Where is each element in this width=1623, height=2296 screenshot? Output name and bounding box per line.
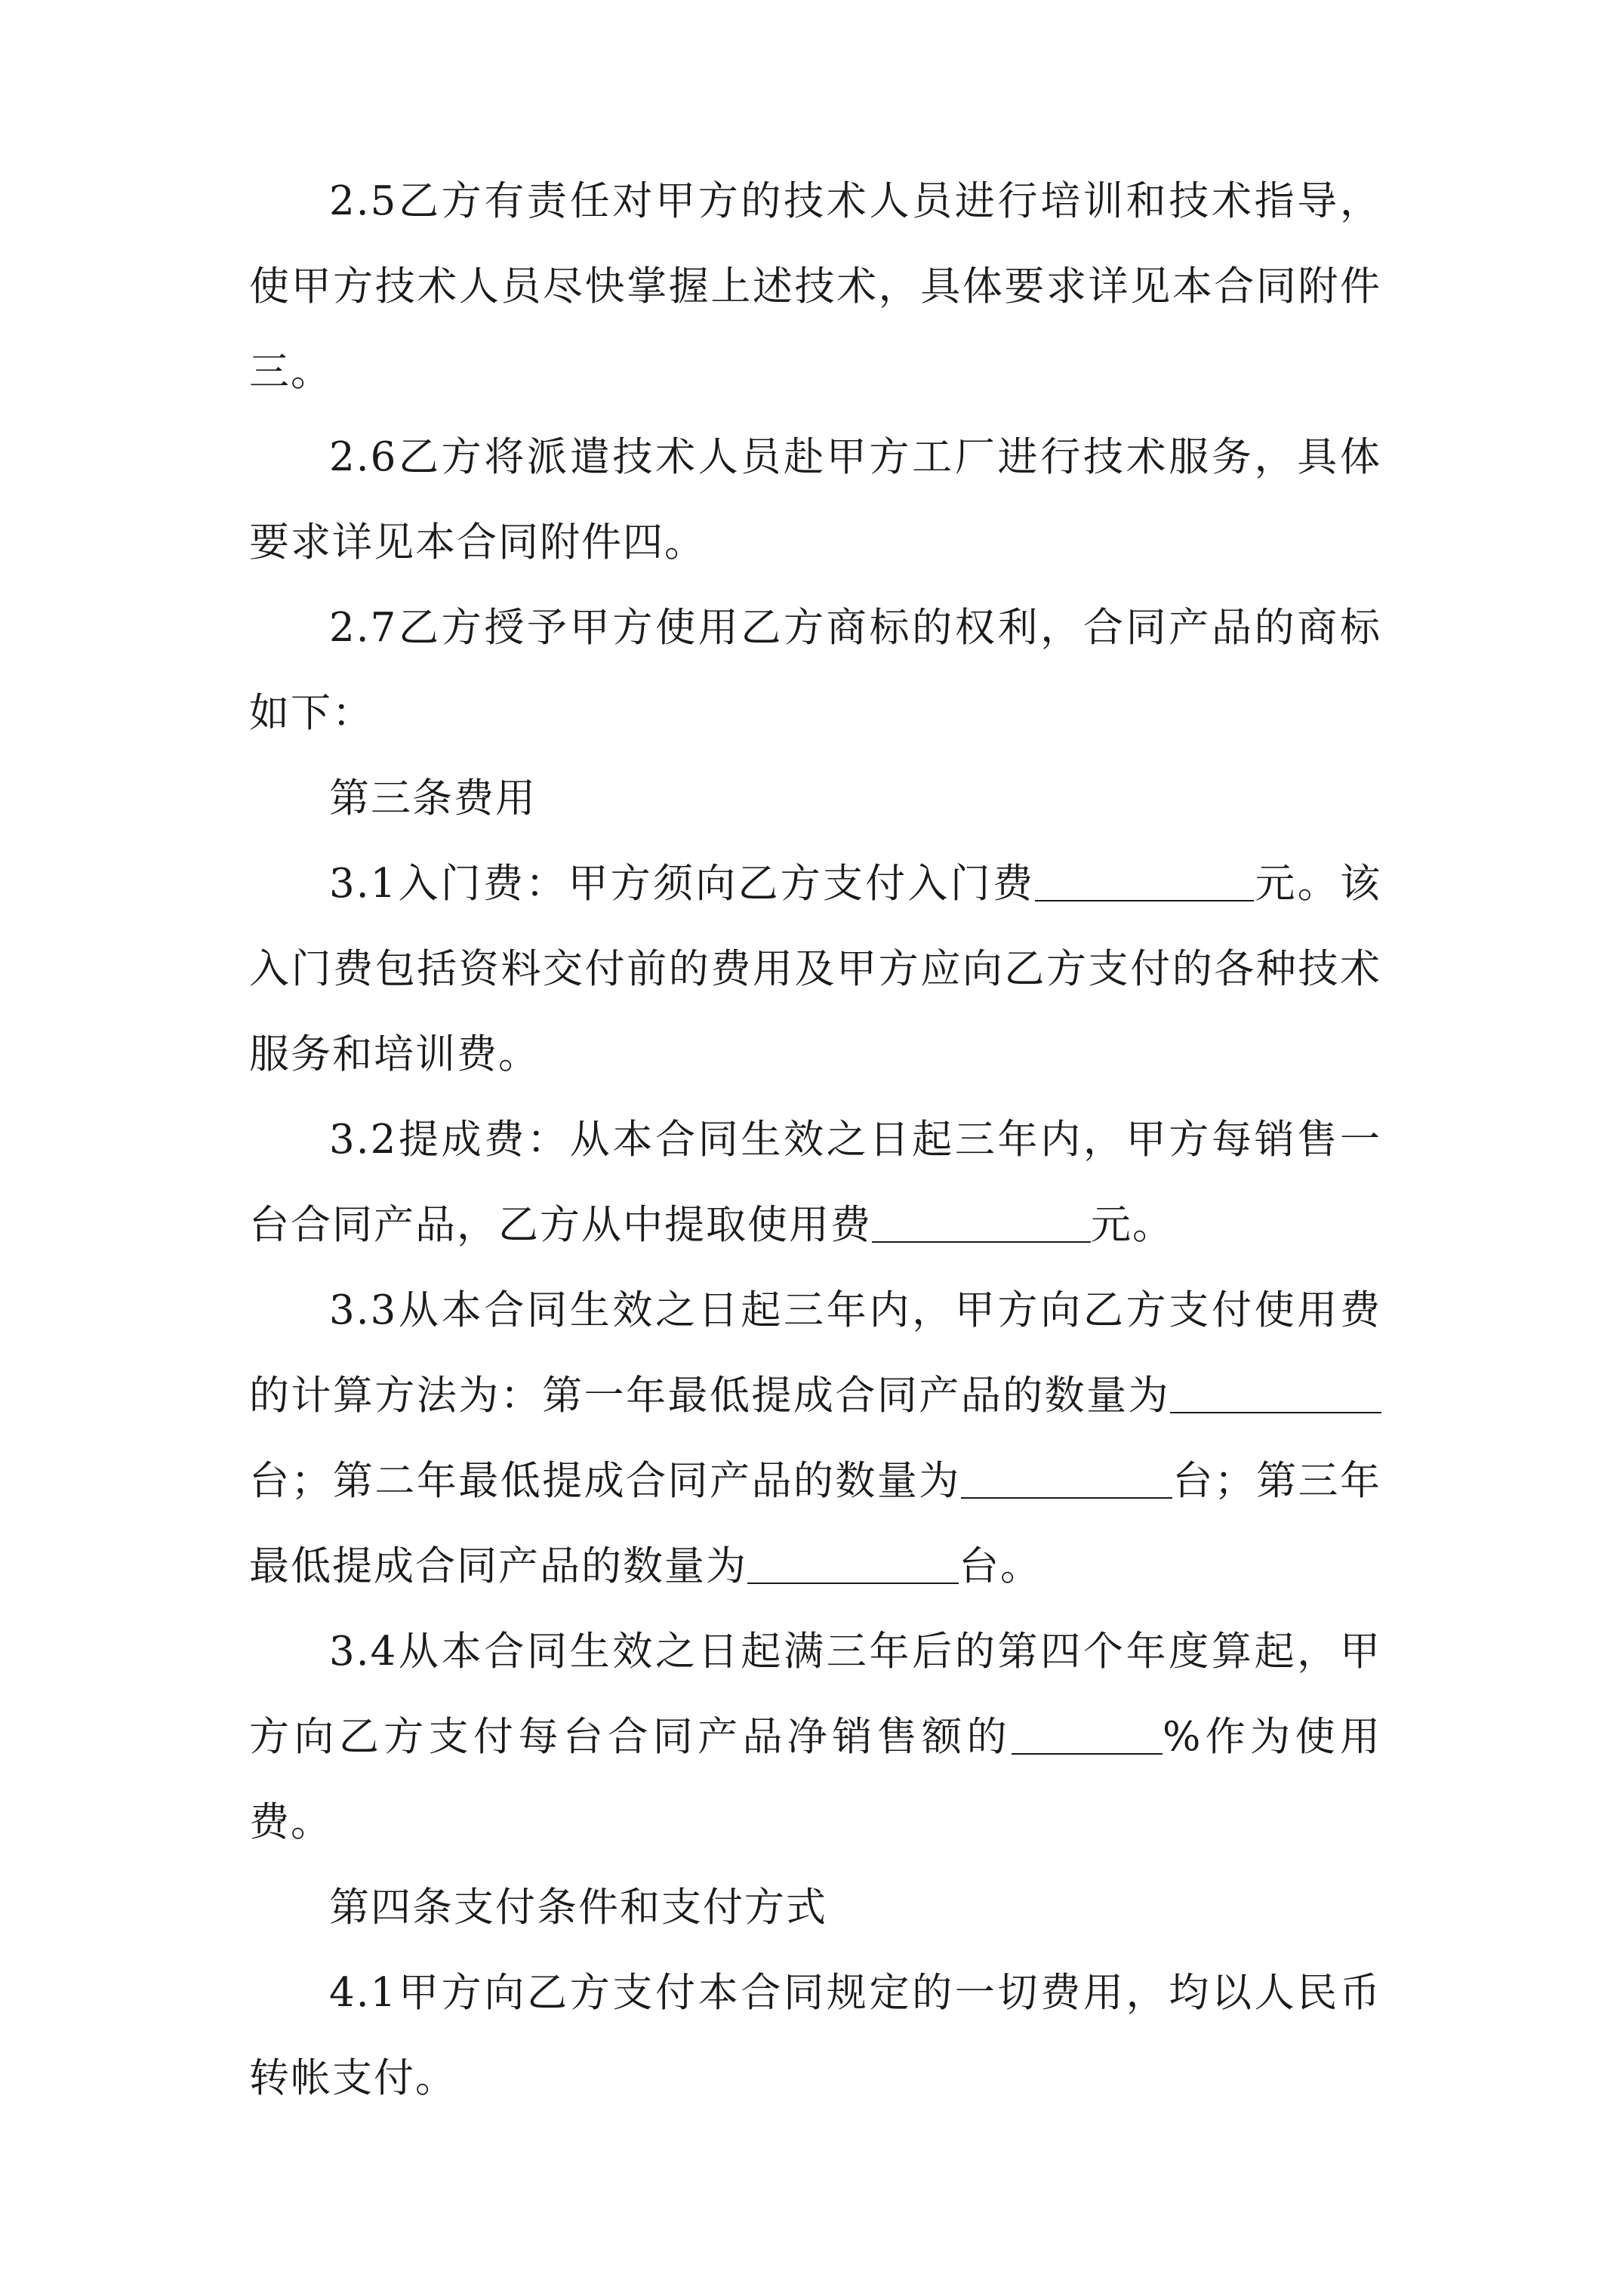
year-1-quantity-blank [1170,1372,1381,1413]
clause-2-6: 2.6乙方将派遣技术人员赴甲方工厂进行技术服务，具体要求详见本合同附件四。 [249,434,1381,566]
clause-3-2-text-before: 3.2提成费：从本合同生效之日起三年内，甲方每销售一台合同产品，乙方从中提取使用费 [249,1117,1381,1248]
clause-3-3-text-4: 台。 [959,1543,1042,1589]
clause-3-1 [249,841,1381,1097]
clause-3-3-text-3: 台；第三年最低提成合同产品的数量为 [249,1458,1382,1589]
clause-2-7: 2.7乙方授予甲方使用乙方商标的权利，合同产品的商标如下： [249,605,1381,736]
clause-3-1-text-after: 元。该入门费包括资料交付前的费用及甲方应向乙方支付的各种技术服务和培训费。 [249,861,1381,1077]
clause-3-4 [249,1609,1381,1865]
clause-3-2-text-after: 元。 [1091,1202,1174,1248]
clause-3-4-text-before: 3.4从本合同生效之日起满三年后的第四个年度算起，甲方向乙方支付每台合同产品净销售额的 [249,1629,1381,1760]
entry-fee-blank [1035,860,1254,901]
clause-3-2 [249,1097,1381,1268]
year-3-quantity-blank [747,1542,959,1584]
year-2-quantity-blank [961,1457,1172,1499]
clause-3-3-text-2: 台；第二年最低提成合同产品的数量为 [249,1458,961,1504]
clause-3-3-text-1: 3.3从本合同生效之日起三年内，甲方向乙方支付使用费的计算方法为：第一年最低提成合同产品的数量为 [249,1287,1381,1419]
clause-2-5: 2.5乙方有责任对甲方的技术人员进行培训和技术指导，使甲方技术人员尽快掌握上述技术，具体要求详见本合同附件三。 [249,178,1381,395]
clause-3-4-text-after: %作为使用费。 [249,1714,1381,1845]
article-4-title: 第四条支付条件和支付方式 [329,1885,827,1931]
royalty-fee-blank [872,1201,1091,1243]
clause-4-1: 4.1甲方向乙方支付本合同规定的一切费用，均以人民币转帐支付。 [249,1970,1381,2101]
clause-3-3 [249,1268,1381,1609]
contract-body [249,159,1381,2121]
percentage-blank [1012,1713,1163,1755]
article-3-title: 第三条费用 [329,775,537,821]
clause-3-1-text-before: 3.1入门费：甲方须向乙方支付入门费 [329,861,1036,907]
